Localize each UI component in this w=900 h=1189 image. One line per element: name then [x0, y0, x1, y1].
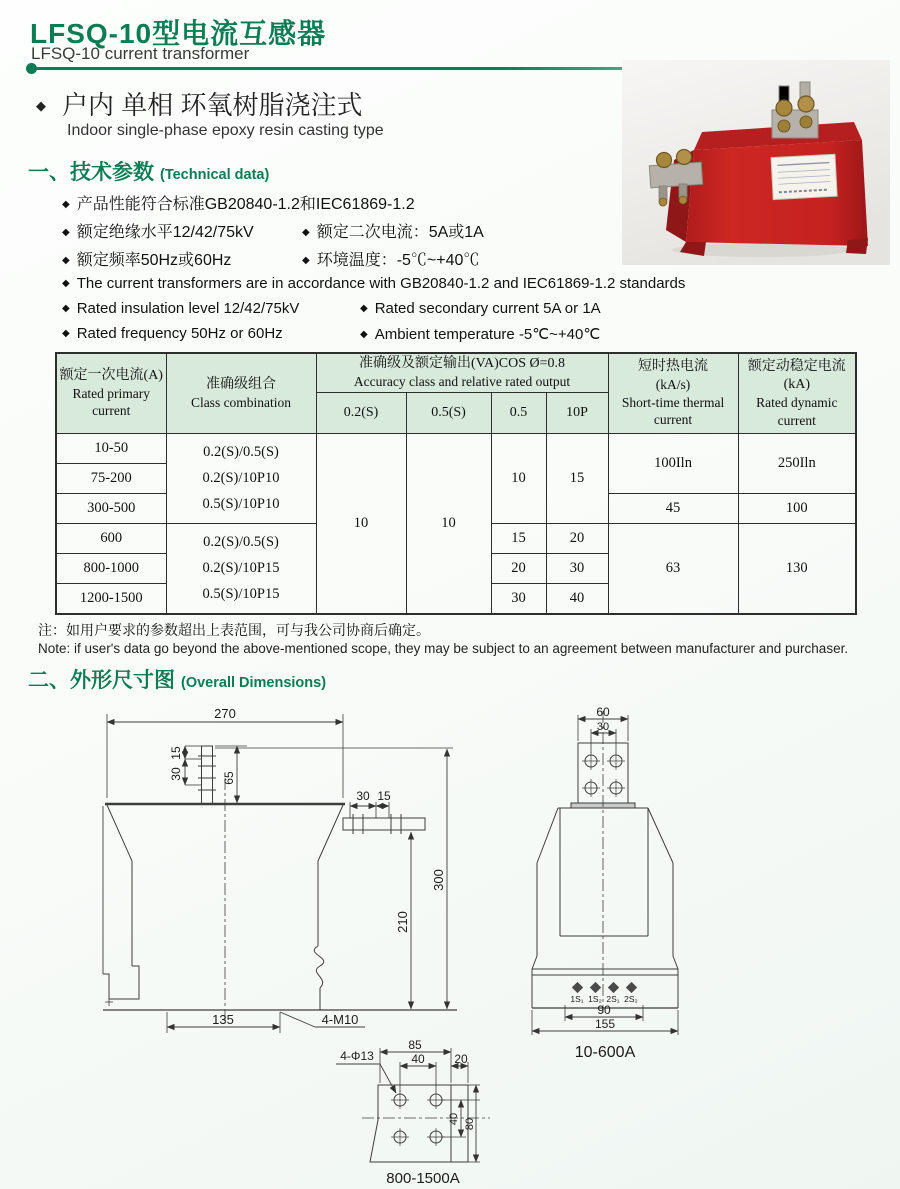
diamond-icon: ◆: [62, 255, 70, 266]
cell-thermal: 63: [608, 523, 738, 614]
class-line: 0.2(S)/0.5(S): [203, 534, 279, 551]
nameplate-label: [771, 154, 837, 199]
cell-acc05: 30: [491, 583, 546, 614]
class-line: 0.2(S)/10P15: [202, 560, 280, 577]
section2-zh: 二、外形尺寸图: [28, 669, 175, 692]
hole-callout-4phi13: 4-Φ13: [340, 1049, 374, 1063]
diamond-icon: ◆: [62, 328, 70, 339]
spec-text: Rated secondary current 5A or 1A: [374, 300, 601, 317]
subcol-05: 0.5: [491, 392, 546, 433]
dim-90: 90: [597, 1003, 611, 1017]
class-line: 0.5(S)/10P10: [202, 496, 280, 513]
table-header-row: [56, 353, 856, 392]
subcol-10p: 10P: [546, 392, 608, 433]
header-en: Rated primary current: [72, 385, 151, 419]
spec-item: [62, 325, 283, 342]
dim-85: 85: [408, 1040, 422, 1052]
section1-en: (Technical data): [160, 167, 270, 183]
diamond-icon: ◆: [302, 227, 310, 238]
class-line: 0.2(S)/10P10: [202, 470, 280, 487]
spec-item: [360, 300, 601, 317]
spec-text: 产品性能符合标准GB20840-1.2和IEC61869-1.2: [76, 196, 415, 213]
dim-40: 40: [411, 1052, 425, 1066]
terminal-label-1s1: 1S₁: [570, 994, 584, 1004]
cell-acc05s: 10: [406, 433, 491, 614]
dim-15b: 15: [377, 789, 391, 803]
dim-80: 80: [464, 1117, 476, 1131]
spec-table: [55, 352, 857, 615]
cell-dynamic: 100: [738, 493, 856, 523]
cell-acc10p: 15: [546, 433, 608, 523]
divider-dot: [26, 63, 37, 74]
cell-acc05: 10: [491, 433, 546, 523]
spec-text: Ambient temperature -5℃~+40℃: [374, 326, 601, 343]
diamond-icon: ◆: [62, 199, 70, 210]
intro-zh-text: 户内 单相 环氧树脂浇注式: [62, 90, 363, 120]
terminal-label-2s2: 2S₂: [624, 994, 638, 1004]
subcol-05s: 0.5(S): [406, 392, 491, 433]
header-zh: 短时热电流: [638, 358, 709, 374]
cell-acc10p: 30: [546, 553, 608, 583]
col-header-accuracy: [316, 353, 608, 392]
dimension-drawing-side-view: [530, 703, 720, 1068]
spec-text: 额定绝缘水平12/42/75kV: [76, 224, 254, 241]
cell-acc05: 15: [491, 523, 546, 553]
diamond-icon: ◆: [360, 303, 368, 314]
dim-30: 30: [169, 767, 183, 781]
table-row: [56, 433, 856, 463]
cell-acc10p: 40: [546, 583, 608, 614]
col-header-primary: [56, 353, 166, 433]
dim-15: 15: [169, 746, 183, 760]
spec-text: Rated frequency 50Hz or 60Hz: [76, 325, 283, 342]
cell-primary: 1200-1500: [56, 583, 166, 614]
subcol-02s: 0.2(S): [316, 392, 406, 433]
spec-item: [62, 275, 685, 292]
cell-primary: 800-1000: [56, 553, 166, 583]
cell-class-group2: [166, 523, 316, 614]
spec-item: [62, 219, 254, 242]
transformer-photo-illustration: [622, 60, 890, 265]
dim-155: 155: [594, 1017, 616, 1031]
diamond-icon: ◆: [62, 227, 70, 238]
dim-210: 210: [395, 911, 410, 933]
product-photo: [622, 60, 890, 265]
header-en: Short-time thermal current: [621, 394, 725, 428]
dim-30b: 30: [356, 789, 370, 803]
dim-60: 60: [596, 705, 610, 719]
spec-item: [62, 247, 231, 270]
dim-65: 65: [222, 771, 236, 785]
cell-primary: 300-500: [56, 493, 166, 523]
col-header-class: [166, 353, 316, 433]
section1-heading: [28, 156, 269, 186]
figure-caption-10-600a: 10-600A: [574, 1044, 636, 1061]
dim-30: 30: [596, 721, 610, 733]
figure-caption-800-1500a: 800-1500A: [386, 1170, 460, 1187]
section1-zh: 一、技术参数: [28, 161, 154, 184]
dim-300: 300: [431, 869, 446, 891]
note-zh: 注：如用户要求的参数超出上表范围，可与我公司协商后确定。: [38, 622, 430, 638]
diamond-icon: ◆: [36, 98, 46, 113]
cell-dynamic: 250Iln: [738, 433, 856, 493]
note-en: Note: if user's data go beyond the above-mentioned scope, they may be subject to an agreement between manufacturer and purchaser.: [38, 641, 849, 656]
cell-acc05: 20: [491, 553, 546, 583]
terminal-label-1s2: 1S₂: [588, 994, 602, 1004]
dimension-drawing-front-view: [95, 706, 470, 1046]
cell-acc10p: 20: [546, 523, 608, 553]
diamond-icon: ◆: [360, 329, 368, 340]
spec-text: Rated insulation level 12/42/75kV: [76, 300, 300, 317]
header-zh: 额定一次电流(A): [59, 367, 163, 383]
spec-item: [62, 191, 415, 214]
thread-callout: 4-M10: [321, 1012, 359, 1027]
cell-thermal: 100Iln: [608, 433, 738, 493]
dim-270: 270: [214, 706, 236, 721]
diamond-icon: ◆: [62, 278, 70, 289]
page-subtitle: LFSQ-10 current transformer: [31, 44, 250, 63]
cell-primary: 10-50: [56, 433, 166, 463]
terminal-label-2s1: 2S₁: [606, 994, 620, 1004]
spec-item: [360, 325, 600, 343]
header-en: Accuracy class and relative rated output: [353, 374, 571, 390]
class-line: 0.5(S)/10P15: [202, 586, 280, 603]
spec-text: 额定频率50Hz或60Hz: [76, 252, 232, 269]
cell-primary: 75-200: [56, 463, 166, 493]
intro-line: [36, 85, 362, 122]
spec-item: [302, 219, 484, 242]
header-zh: 准确级及额定输出(VA)COS Ø=0.8: [359, 356, 565, 371]
dim-135: 135: [212, 1012, 234, 1027]
cell-primary: 600: [56, 523, 166, 553]
spec-text: 环境温度：-5℃~+40℃: [316, 252, 480, 269]
cell-thermal: 45: [608, 493, 738, 523]
diamond-icon: ◆: [302, 255, 310, 266]
class-line: 0.2(S)/0.5(S): [203, 444, 279, 461]
spec-text: 额定二次电流：5A或1A: [316, 224, 484, 241]
header-zh: 准确级组合: [206, 376, 276, 392]
dimension-drawing-terminal-plate: [328, 1040, 573, 1189]
section2-en: (Overall Dimensions): [181, 675, 327, 691]
header-unit: (kA/s): [655, 377, 691, 393]
header-en: Class combination: [190, 394, 292, 410]
header-zh: 额定动稳定电流(kA): [747, 358, 846, 392]
dim-20: 20: [454, 1052, 468, 1066]
diamond-icon: ◆: [62, 303, 70, 314]
header-en: Rated dynamic current: [756, 395, 838, 428]
cell-acc02: 10: [316, 433, 406, 614]
page-title: LFSQ-10型电流互感器: [30, 18, 327, 49]
intro-en-text: Indoor single-phase epoxy resin casting type: [67, 122, 384, 139]
dim-40v: 40: [448, 1112, 460, 1126]
cell-class-group1: [166, 433, 316, 523]
col-header-dynamic: [738, 353, 856, 433]
spec-item: [302, 247, 479, 270]
section2-heading: [28, 664, 326, 694]
col-header-thermal: [608, 353, 738, 433]
cell-dynamic: 130: [738, 523, 856, 614]
spec-item: [62, 300, 299, 317]
spec-text: The current transformers are in accordance with GB20840-1.2 and IEC61869-1.2 standards: [76, 275, 686, 292]
